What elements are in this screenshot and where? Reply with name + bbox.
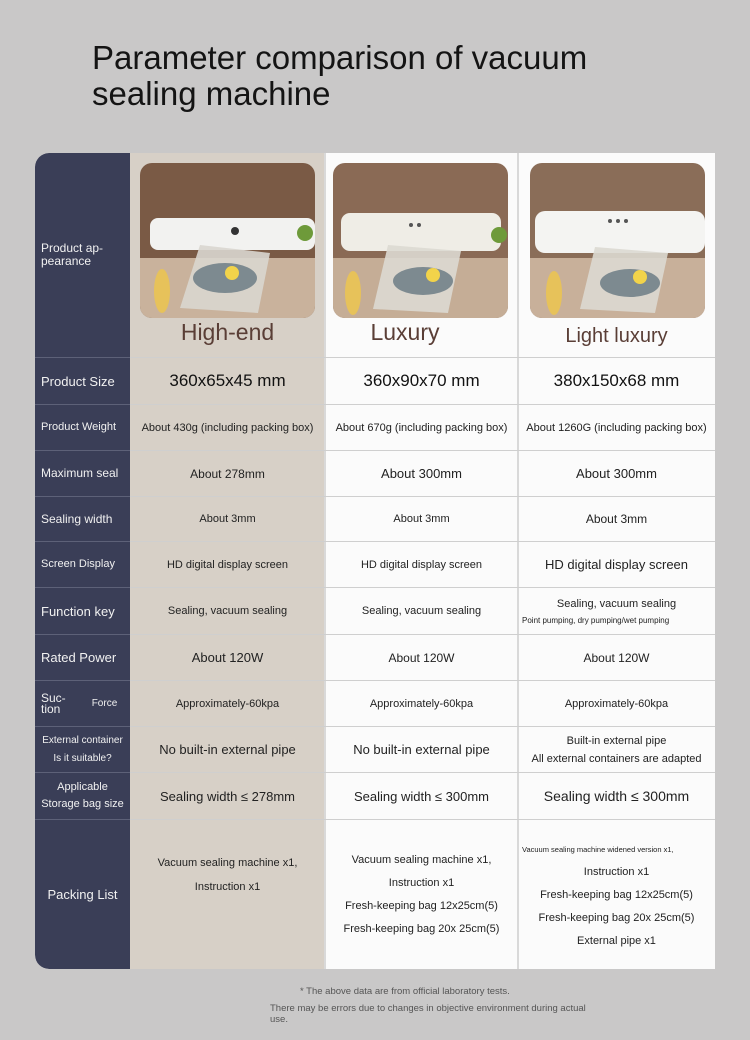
storage-bag-high-end: Sealing width ≤ 278mm — [159, 788, 296, 804]
page-title — [92, 40, 652, 112]
rated-power-luxury: About 120W — [388, 650, 455, 665]
packing-high-end — [130, 820, 325, 930]
packing-item: Fresh-keeping bag 20x 25cm(5) — [538, 911, 695, 924]
function-key-light-luxury-main: Sealing, vacuum sealing — [556, 597, 677, 610]
label-external-container — [35, 727, 130, 772]
weight-luxury: About 670g (including packing box) — [335, 421, 508, 434]
product-photo-light-luxury — [530, 163, 705, 318]
packing-luxury — [325, 820, 518, 969]
product-photo-luxury — [333, 163, 508, 318]
label-maximum-seal: Maximum seal — [41, 466, 119, 480]
packing-item: Instruction x1 — [388, 877, 455, 889]
footnote-official-tests: * The above data are from official laboratory tests. — [300, 986, 510, 997]
function-key-luxury: Sealing, vacuum sealing — [361, 605, 482, 617]
external-light-luxury — [518, 727, 715, 772]
max-seal-luxury: About 300mm — [381, 466, 462, 481]
storage-bag-light-luxury: Sealing width ≤ 300mm — [543, 788, 690, 804]
storage-label-b: Storage bag size — [41, 798, 124, 810]
footnote-errors: There may be errors due to changes in objective environment during actual use. — [270, 1003, 586, 1025]
storage-bag-luxury: Sealing width ≤ 300mm — [353, 788, 490, 804]
label-function-key: Function key — [41, 603, 115, 619]
packing-item: Vacuum sealing machine x1, — [157, 857, 298, 869]
packing-item: Vacuum sealing machine x1, — [351, 854, 492, 866]
external-label-a: External container — [42, 734, 123, 746]
variant-name-high-end: High-end — [180, 319, 275, 345]
screen-light-luxury: HD digital display screen — [544, 557, 689, 572]
function-key-high-end: Sealing, vacuum sealing — [167, 605, 288, 617]
packing-item: Fresh-keeping bag 12x25cm(5) — [540, 888, 693, 901]
screen-high-end: HD digital display screen — [166, 558, 289, 571]
function-key-light-luxury — [518, 588, 715, 634]
packing-item: External pipe x1 — [577, 934, 656, 947]
external-light-luxury-main: Built-in external pipe — [566, 734, 667, 747]
packing-item: Instruction x1 — [194, 881, 261, 893]
sealing-width-light-luxury: About 3mm — [585, 512, 648, 526]
suction-label-a: Suc- — [41, 690, 66, 705]
external-label-b: Is it suitable? — [53, 752, 112, 764]
label-suction-force — [35, 681, 130, 726]
label-screen-display: Screen Display — [41, 558, 115, 570]
label-product-appearance: Product ap- pearance — [41, 241, 104, 268]
product-photo-high-end — [140, 163, 315, 318]
suction-label-c: Force — [91, 698, 118, 709]
size-luxury: 360x90x70 mm — [363, 371, 480, 390]
size-high-end: 360x65x45 mm — [169, 371, 286, 390]
sealing-width-high-end: About 3mm — [199, 513, 256, 525]
rated-power-light-luxury: About 120W — [583, 650, 650, 665]
external-high-end: No built-in external pipe — [159, 742, 296, 757]
packing-item: Vacuum sealing machine widened version x1, — [522, 844, 674, 854]
comparison-table — [35, 153, 715, 969]
title-line-2: sealing machine — [92, 75, 331, 112]
variant-name-light-luxury: Light luxury — [565, 325, 668, 347]
packing-item: Fresh-keeping bag 20x 25cm(5) — [343, 923, 500, 935]
max-seal-light-luxury: About 300mm — [576, 466, 657, 481]
suction-light-luxury: Approximately-60kpa — [564, 697, 669, 710]
sealing-width-luxury: About 3mm — [393, 513, 450, 525]
weight-high-end: About 430g (including packing box) — [141, 421, 314, 434]
screen-luxury: HD digital display screen — [360, 558, 483, 571]
size-light-luxury: 380x150x68 mm — [553, 371, 680, 390]
label-storage-bag — [35, 773, 130, 819]
suction-high-end: Approximately-60kpa — [175, 697, 280, 710]
suction-luxury: Approximately-60kpa — [369, 697, 474, 710]
weight-light-luxury: About 1260G (including packing box) — [526, 421, 707, 434]
suction-label-stack — [41, 690, 66, 716]
suction-label-b: tion — [41, 701, 61, 716]
label-sealing-width: Sealing width — [41, 511, 113, 526]
packing-item: Fresh-keeping bag 12x25cm(5) — [345, 900, 498, 912]
variant-name-luxury: Luxury — [370, 319, 440, 345]
label-product-weight: Product Weight — [41, 421, 117, 433]
label-rated-power: Rated Power — [41, 650, 117, 665]
packing-light-luxury — [518, 820, 715, 969]
label-product-size: Product Size — [41, 373, 115, 389]
label-packing-list: Packing List — [47, 887, 118, 902]
external-luxury: No built-in external pipe — [353, 742, 490, 757]
storage-label-a: Applicable — [57, 781, 108, 793]
max-seal-high-end: About 278mm — [190, 466, 265, 481]
rated-power-high-end: About 120W — [191, 650, 264, 665]
external-light-luxury-extra: All external containers are adapted — [531, 752, 702, 765]
packing-item: Instruction x1 — [583, 865, 650, 878]
function-key-light-luxury-extra: Point pumping, dry pumping/wet pumping — [522, 615, 670, 625]
title-line-1: Parameter comparison of vacuum — [92, 39, 588, 76]
